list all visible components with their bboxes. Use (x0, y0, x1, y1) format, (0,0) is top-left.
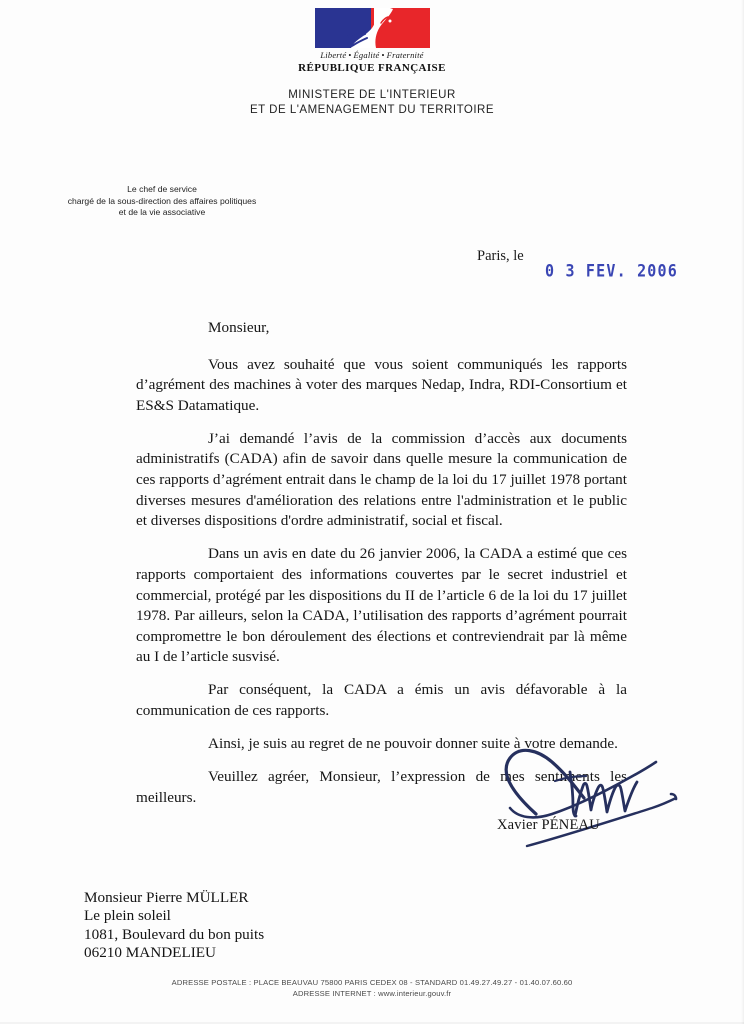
republic-motto (320, 50, 423, 60)
service-block (22, 184, 302, 219)
recipient-line-2: Le plein soleil (84, 907, 171, 925)
republic-title: RÉPUBLIQUE FRANÇAISE (298, 62, 446, 74)
letter-paragraph-4: Par conséquent, la CADA a émis un avis défavorable à la communication de ces rapports. (136, 681, 627, 719)
letterhead-block (0, 8, 744, 74)
letter-paragraph-1: Vous avez souhaité que vous soient communiqués les rapports d’agrément des machines à voter des marques Nedap, Indra, RDI-Consortium et ES&S Datamatique. (136, 355, 627, 414)
signature-mark (424, 736, 724, 896)
recipient-line-4: 06210 MANDELIEU (84, 944, 217, 962)
ministry-title (0, 88, 744, 118)
page-footer (0, 977, 744, 999)
recipient-address-block (84, 889, 264, 963)
letter-paragraph-5: Ainsi, je suis au regret de ne pouvoir donner suite à votre demande. (208, 735, 618, 753)
service-line-3: et de la vie associative (118, 207, 206, 218)
service-line-1: Le chef de service (127, 184, 197, 194)
motto-fraternite: Fraternité (386, 50, 424, 60)
recipient-line-3: 1081, Boulevard du bon puits (84, 925, 265, 943)
recipient-line-1: Monsieur Pierre MÜLLER (84, 889, 249, 906)
motto-liberte: Liberté (320, 50, 347, 60)
letter-paragraph-6: Veuillez agréer, Monsieur, l’expression de mes sentiments les meilleurs. (136, 768, 627, 806)
ministry-line-1: MINISTERE DE L'INTERIEUR (288, 89, 456, 101)
letter-paragraph-2: J’ai demandé l’avis de la commission d’accès aux documents administratifs (CADA) afin de savoir dans quelle mesure la communication de ces rapports d’agrément entrait dans le champ de la loi du 17 juillet 1978 portant diverses mesures d'amélioration des relations entre l'administration et le public et diverses dispositions d'ordre administratif, social et fiscal. (136, 429, 627, 530)
handwritten-signature-icon (424, 736, 724, 896)
footer-internet-address: ADRESSE INTERNET : www.interieur.gouv.fr (292, 989, 452, 998)
footer-postal-address: ADRESSE POSTALE : PLACE BEAUVAU 75800 PARIS CEDEX 08 - STANDARD 01.49.27.49.27 - 01.40.07.60.60 (171, 978, 573, 987)
ministry-line-2: ET DE L'AMENAGEMENT DU TERRITOIRE (249, 104, 495, 116)
motto-egalite: Égalité (353, 50, 380, 60)
service-line-2: chargé de la sous-direction des affaires politiques (67, 195, 257, 206)
signatory-name: Xavier PÉNEAU (497, 817, 600, 833)
motto-separator-2: • (381, 50, 385, 60)
date-stamp: 0 3 FEV. 2006 (545, 261, 678, 281)
date-place-label: Paris, le (477, 248, 524, 264)
french-republic-marianne-emblem-icon (315, 8, 430, 48)
letter-paragraph-3: Dans un avis en date du 26 janvier 2006, la CADA a estimé que ces rapports comportaient des informations couvertes par le secret industriel et commercial, protégé par les dispositions du II de l’article 6 de la loi du 17 juillet 1978. Par ailleurs, selon la CADA, l’utilisation des rapports d’agrément pourrait compromettre le bon déroulement des élections et contreviendrait par là même au I de l’article susvisé. (136, 545, 627, 666)
letter-salutation: Monsieur, (208, 319, 270, 336)
motto-separator-1: • (348, 50, 352, 60)
